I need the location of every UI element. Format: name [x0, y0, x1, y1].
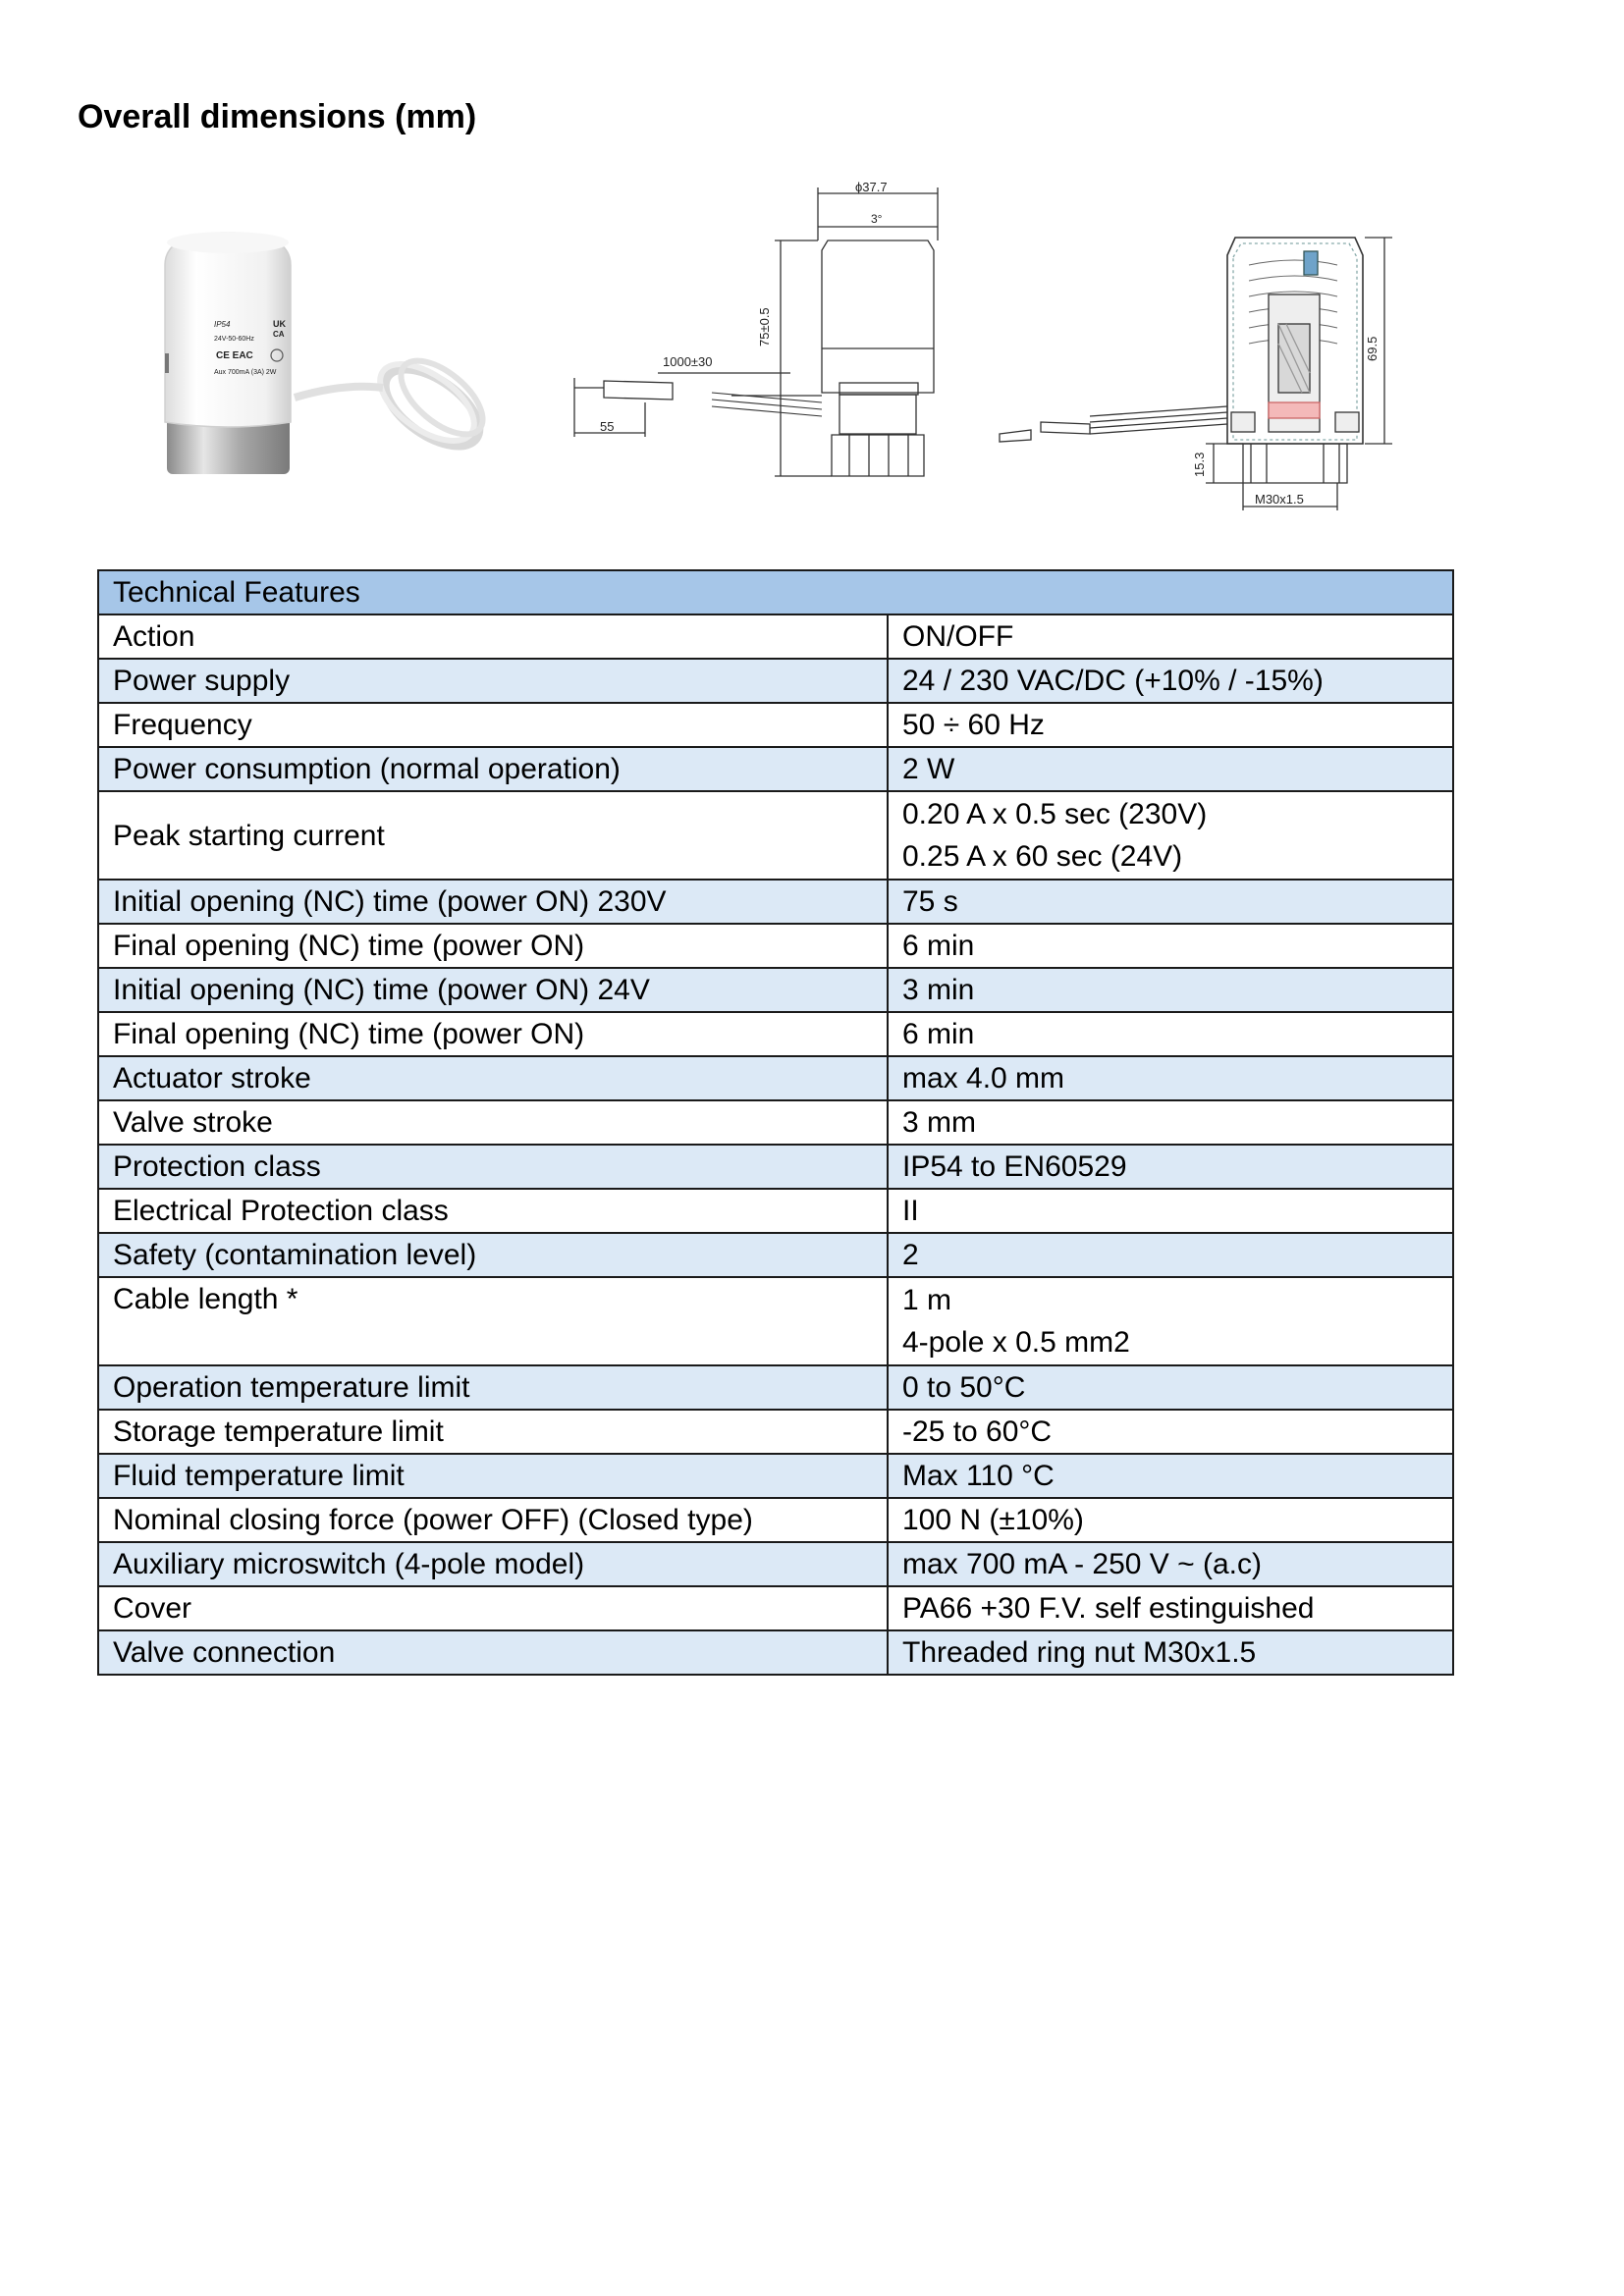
row-label: Initial opening (NC) time (power ON) 24V [98, 968, 888, 1012]
table-row [98, 1454, 1453, 1498]
row-value: 2 W [888, 747, 1453, 791]
row-label: Storage temperature limit [98, 1410, 888, 1454]
table-row [98, 1410, 1453, 1454]
dim-thread: M30x1.5 [1255, 492, 1304, 507]
side-view-drawing [565, 182, 957, 486]
table-row [98, 1586, 1453, 1630]
table-row [98, 614, 1453, 659]
table-row [98, 1498, 1453, 1542]
ce-mark-icon: CE EAC [216, 350, 253, 361]
row-label: Cable length * [98, 1277, 888, 1365]
row-value: ON/OFF [888, 614, 1453, 659]
section-view-drawing [992, 226, 1404, 510]
row-label: Peak starting current [98, 791, 888, 880]
cable-coil-icon [295, 347, 495, 461]
table-row [98, 1233, 1453, 1277]
dim-section-height: 69.5 [1365, 336, 1380, 361]
row-label: Power supply [98, 659, 888, 703]
dim-end-length: 55 [600, 419, 615, 434]
table-row [98, 1542, 1453, 1586]
table-row [98, 1365, 1453, 1410]
row-label: Valve connection [98, 1630, 888, 1675]
row-value-line-2: 4-pole x 0.5 mm2 [902, 1326, 1130, 1359]
row-label: Electrical Protection class [98, 1189, 888, 1233]
row-value: II [888, 1189, 1453, 1233]
row-value: Max 110 °C [888, 1454, 1453, 1498]
dim-thread-height: 15.3 [1192, 452, 1207, 477]
table-row [98, 1056, 1453, 1100]
table-row [98, 791, 1453, 880]
table-row [98, 1012, 1453, 1056]
table-row [98, 1630, 1453, 1675]
photo-mark-ca: CA [273, 330, 285, 339]
dim-cable-length: 1000±30 [663, 354, 713, 369]
row-label: Safety (contamination level) [98, 1233, 888, 1277]
photo-mark-uk: UK [273, 319, 286, 329]
row-value: 0 to 50°C [888, 1365, 1453, 1410]
row-value-line-1: 0.20 A x 0.5 sec (230V) [902, 798, 1208, 830]
table-row [98, 703, 1453, 747]
row-value-line-1: 1 m [902, 1284, 952, 1316]
row-label: Final opening (NC) time (power ON) [98, 924, 888, 968]
row-label: Nominal closing force (power OFF) (Closed type) [98, 1498, 888, 1542]
row-label: Power consumption (normal operation) [98, 747, 888, 791]
table-row [98, 880, 1453, 924]
row-value [888, 791, 1453, 880]
row-value: 3 min [888, 968, 1453, 1012]
row-value: 2 [888, 1233, 1453, 1277]
row-value: 6 min [888, 1012, 1453, 1056]
row-value: PA66 +30 F.V. self estinguished [888, 1586, 1453, 1630]
row-value-line-2: 0.25 A x 60 sec (24V) [902, 840, 1183, 873]
row-value: -25 to 60°C [888, 1410, 1453, 1454]
table-row [98, 968, 1453, 1012]
row-value: 24 / 230 VAC/DC (+10% / -15%) [888, 659, 1453, 703]
row-label: Auxiliary microswitch (4-pole model) [98, 1542, 888, 1586]
table-row [98, 1145, 1453, 1189]
row-value: 50 ÷ 60 Hz [888, 703, 1453, 747]
row-value [888, 1277, 1453, 1365]
table-header-row [98, 570, 1453, 614]
table-header: Technical Features [98, 570, 1453, 614]
table-row [98, 747, 1453, 791]
row-label: Protection class [98, 1145, 888, 1189]
row-value: 6 min [888, 924, 1453, 968]
row-value: max 700 mA - 250 V ~ (a.c) [888, 1542, 1453, 1586]
actuator-photo [147, 221, 540, 491]
table-row [98, 1189, 1453, 1233]
row-label: Cover [98, 1586, 888, 1630]
photo-label-aux: Aux 700mA (3A) 2W [214, 369, 277, 376]
row-value: 100 N (±10%) [888, 1498, 1453, 1542]
dim-diameter: ϕ37.7 [855, 182, 888, 194]
row-value: IP54 to EN60529 [888, 1145, 1453, 1189]
row-label: Operation temperature limit [98, 1365, 888, 1410]
row-label: Valve stroke [98, 1100, 888, 1145]
table-row [98, 659, 1453, 703]
dim-height: 75±0.5 [757, 307, 772, 347]
row-label: Fluid temperature limit [98, 1454, 888, 1498]
row-label: Action [98, 614, 888, 659]
row-value: 3 mm [888, 1100, 1453, 1145]
table-row [98, 1100, 1453, 1145]
table-row [98, 1277, 1453, 1365]
table-row [98, 924, 1453, 968]
row-label: Actuator stroke [98, 1056, 888, 1100]
row-value: Threaded ring nut M30x1.5 [888, 1630, 1453, 1675]
row-label: Frequency [98, 703, 888, 747]
page-title: Overall dimensions (mm) [78, 98, 477, 135]
photo-label-voltage: 24V-50-60Hz [214, 336, 254, 343]
row-value: max 4.0 mm [888, 1056, 1453, 1100]
technical-features-table [97, 569, 1454, 1676]
dim-angle: 3° [871, 212, 883, 226]
photo-label-ip: IP54 [214, 320, 231, 329]
row-label: Final opening (NC) time (power ON) [98, 1012, 888, 1056]
row-value: 75 s [888, 880, 1453, 924]
row-label: Initial opening (NC) time (power ON) 230V [98, 880, 888, 924]
